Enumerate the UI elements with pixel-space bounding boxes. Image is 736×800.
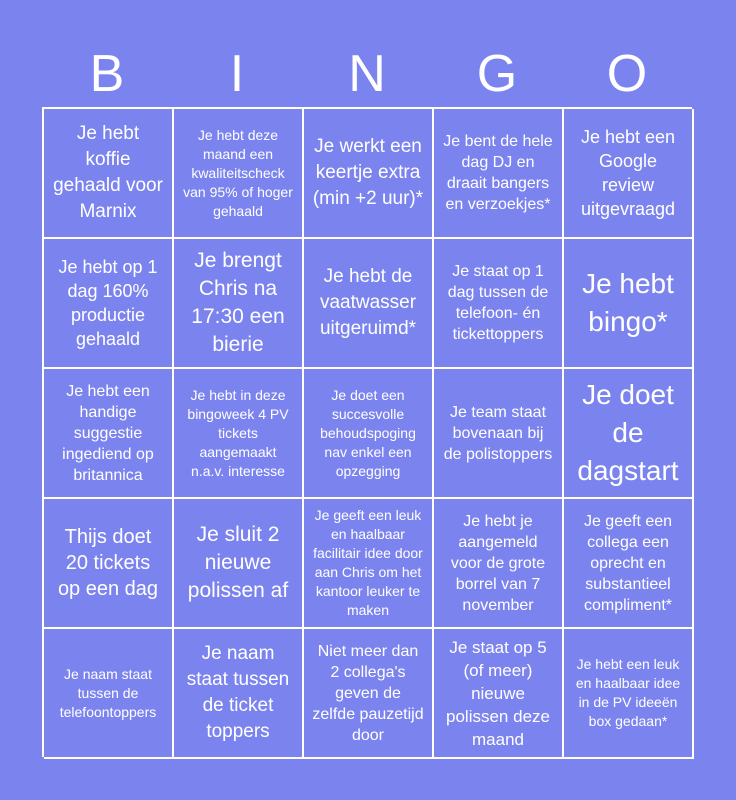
bingo-cell[interactable]: Je hebt in deze bingoweek 4 PV tickets aangemaakt n.a.v. interesse	[174, 369, 304, 499]
bingo-grid	[42, 107, 692, 757]
bingo-cell[interactable]: Je hebt op 1 dag 160% productie gehaald	[44, 239, 174, 369]
bingo-cell[interactable]: Niet meer dan 2 collega's geven de zelfde pauzetijd door	[304, 629, 434, 759]
bingo-cell[interactable]: Je naam staat tussen de telefoontoppers	[44, 629, 174, 759]
bingo-cell[interactable]: Je werkt een keertje extra (min +2 uur)*	[304, 109, 434, 239]
bingo-cell[interactable]: Je hebt deze maand een kwaliteitscheck van 95% of hoger gehaald	[174, 109, 304, 239]
bingo-cell[interactable]: Je doet een succesvolle behoudspoging nav enkel een opzegging	[304, 369, 434, 499]
title-letter-b: B	[89, 45, 125, 103]
bingo-cell[interactable]: Je brengt Chris na 17:30 een bierie	[174, 239, 304, 369]
bingo-cell[interactable]: Je geeft een leuk en haalbaar facilitair idee door aan Chris om het kantoor leuker te maken	[304, 499, 434, 629]
title-letter-g: G	[476, 45, 518, 103]
bingo-cell[interactable]: Je naam staat tussen de ticket toppers	[174, 629, 304, 759]
bingo-cell-free[interactable]: Je hebt bingo*	[564, 239, 694, 369]
bingo-cell[interactable]: Je doet de dagstart	[564, 369, 694, 499]
title-letter-n: N	[348, 45, 386, 103]
bingo-cell[interactable]: Thijs doet 20 tickets op een dag	[44, 499, 174, 629]
bingo-cell[interactable]: Je hebt je aangemeld voor de grote borrel van 7 november	[434, 499, 564, 629]
bingo-cell[interactable]: Je bent de hele dag DJ en draait bangers en verzoekjes*	[434, 109, 564, 239]
bingo-cell[interactable]: Je hebt een leuk en haalbaar idee in de PV ideeën box gedaan*	[564, 629, 694, 759]
bingo-cell[interactable]: Je hebt een handige suggestie ingediend op britannica	[44, 369, 174, 499]
bingo-cell[interactable]: Je hebt de vaatwasser uitgeruimd*	[304, 239, 434, 369]
bingo-cell[interactable]: Je sluit 2 nieuwe polissen af	[174, 499, 304, 629]
bingo-cell[interactable]: Je staat op 5 (of meer) nieuwe polissen deze maand	[434, 629, 564, 759]
title-letter-i: I	[229, 45, 245, 103]
bingo-title	[42, 44, 692, 104]
bingo-cell[interactable]: Je hebt koffie gehaald voor Marnix	[44, 109, 174, 239]
bingo-cell[interactable]: Je geeft een collega een oprecht en substantieel compliment*	[564, 499, 694, 629]
bingo-cell[interactable]: Je hebt een Google review uitgevraagd	[564, 109, 694, 239]
bingo-cell[interactable]: Je team staat bovenaan bij de polistoppers	[434, 369, 564, 499]
title-letter-o: O	[606, 45, 648, 103]
bingo-cell[interactable]: Je staat op 1 dag tussen de telefoon- én tickettoppers	[434, 239, 564, 369]
